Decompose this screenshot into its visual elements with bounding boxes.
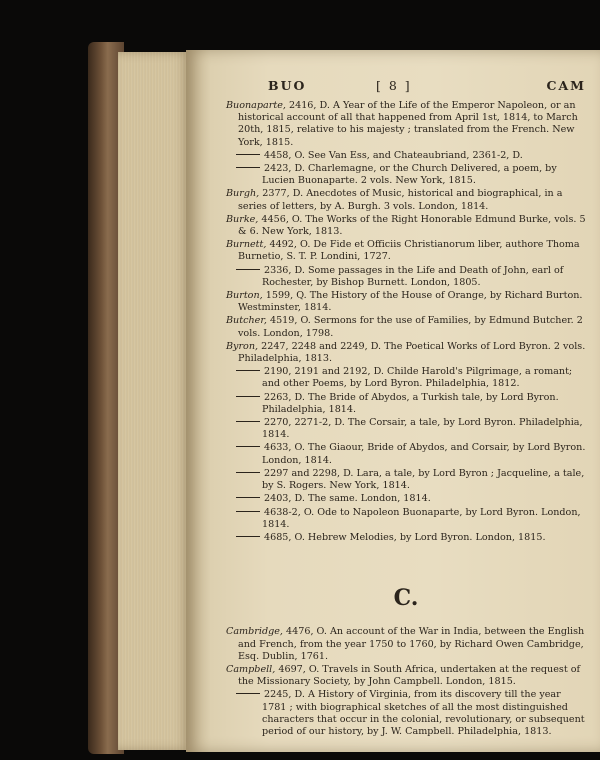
entry-text: 2247, 2248 and 2249, D. The Poetical Works of Lord Byron. 2 vols. Philadelphia, 1813. <box>238 340 586 365</box>
entry-text: 2245, D. A History of Virginia, from its discovery till the year 1781 ; with biographical sketches of all the most distinguished characters that occur in the colonial, revolutionary, or subsequent period of our history, by J. W. Campbell. Philadelphia, 1813. <box>262 689 585 737</box>
catalog-entry <box>226 163 586 187</box>
entry-text: 2336, D. Some passages in the Life and Death of John, earl of Rochester, by Bishop Burnett. London, 1805. <box>262 264 564 288</box>
entry-text: 4492, O. De Fide et Officiis Christianorum liber, authore Thoma Burnetio, S. T. P. Londini, 1727. <box>238 239 580 263</box>
entry-author: Burton, <box>226 290 263 302</box>
entry-text: 2297 and 2298, D. Lara, a tale, by Lord Byron ; Jacqueline, a tale, by S. Rogers. New York, 1814. <box>262 467 585 492</box>
page-number: [ 8 ] <box>376 78 412 93</box>
ditto-dash <box>236 536 260 537</box>
ditto-dash <box>236 396 260 397</box>
catalog-entry <box>226 689 586 738</box>
catalog-entry <box>226 188 586 212</box>
entry-text: 2377, D. Anecdotes of Music, historical and biographical, in a series of letters, by A. Burgh. 3 vols. London, 1814. <box>238 188 563 212</box>
ditto-dash <box>236 269 260 270</box>
entry-text: 4633, O. The Giaour, Bride of Abydos, and Corsair, by Lord Byron. London, 1814. <box>262 442 586 466</box>
book-page <box>186 50 600 752</box>
page-edges <box>118 52 190 750</box>
catalog-entry <box>226 341 586 365</box>
entry-author: Campbell, <box>226 663 276 675</box>
catalog-entry <box>226 417 586 441</box>
entry-text: 2416, D. A Year of the Life of the Emperor Napoleon, or an historical account of all that happened from April 1st, 1814, to March 20th, 1815, relative to his majesty ; translated from the French. New York, 1815. <box>238 100 578 148</box>
catalog-entry <box>226 315 586 339</box>
entry-text: 2403, D. The same. London, 1814. <box>264 493 431 505</box>
catalog-entry <box>226 150 586 162</box>
ditto-dash <box>236 154 260 155</box>
section-letter: C. <box>393 585 419 612</box>
ditto-dash <box>236 446 260 447</box>
running-header <box>226 80 586 100</box>
entry-text: 2263, D. The Bride of Abydos, a Turkish tale, by Lord Byron. Philadelphia, 1814. <box>262 391 559 415</box>
entry-text: 4685, O. Hebrew Melodies, by Lord Byron. London, 1815. <box>264 531 546 543</box>
entry-text: 4458, O. See Van Ess, and Chateaubriand, 2361-2, D. <box>264 149 523 161</box>
entries-list <box>226 100 586 544</box>
entry-author: Butcher, <box>226 315 267 327</box>
entry-text: 2423, D. Charlemagne, or the Church Delivered, a poem, by Lucien Buonaparte. 2 vols. New York, 1815. <box>262 163 557 187</box>
catalog-entry <box>226 100 586 149</box>
ditto-dash <box>236 370 260 371</box>
catalog-entry <box>226 507 586 531</box>
entry-text: 1599, Q. The History of the House of Orange, by Richard Burton. Westminster, 1814. <box>238 290 583 314</box>
entry-author: Byron, <box>226 340 259 352</box>
ditto-dash <box>236 167 260 168</box>
entry-text: 4456, O. The Works of the Right Honorable Edmund Burke, vols. 5 & 6. New York, 1813. <box>238 213 586 238</box>
catalog-entry <box>226 290 586 314</box>
entry-text: 4476, O. An account of the War in India, between the English and French, from the year 1750 to 1760, by Richard Owen Cambridge, Esq. Dublin, 1761. <box>238 626 585 662</box>
catalog-entry <box>226 392 586 416</box>
ditto-dash <box>236 497 260 498</box>
catalog-entry <box>226 664 586 688</box>
entry-author: Burke, <box>226 213 259 225</box>
entry-author: Cambridge, <box>226 626 283 638</box>
entry-author: Buonaparte, <box>226 100 286 111</box>
ditto-dash <box>236 511 260 512</box>
header-right: CAM <box>546 78 586 93</box>
catalog-entry <box>226 626 586 663</box>
header-left: BUO <box>268 78 307 93</box>
catalog-entry <box>226 532 586 544</box>
entry-author: Burgh, <box>226 188 260 200</box>
catalog-entry <box>226 214 586 238</box>
catalog-entry <box>226 468 586 492</box>
page-content <box>226 80 586 739</box>
ditto-dash <box>236 693 260 694</box>
entry-text: 4638-2, O. Ode to Napoleon Buonaparte, by Lord Byron. London, 1814. <box>262 506 581 530</box>
catalog-entry <box>226 442 586 466</box>
ditto-dash <box>236 472 260 473</box>
entry-text: 4519, O. Sermons for the use of Families, by Edmund Butcher. 2 vols. London, 1798. <box>238 315 583 339</box>
entry-author: Burnett, <box>226 239 267 251</box>
entry-text: 4697, O. Travels in South Africa, undertaken at the request of the Missionary Society, by John Campbell. London, 1815. <box>238 663 581 688</box>
catalog-entry <box>226 493 586 505</box>
ditto-dash <box>236 421 260 422</box>
entries-list-c <box>226 626 586 738</box>
entry-text: 2190, 2191 and 2192, D. Childe Harold's Pilgrimage, a romant; and other Poems, by Lord Byron. Philadelphia, 1812. <box>262 366 573 390</box>
catalog-entry <box>226 366 586 390</box>
catalog-entry <box>226 265 586 289</box>
catalog-entry <box>226 239 586 263</box>
entry-text: 2270, 2271-2, D. The Corsair, a tale, by Lord Byron. Philadelphia, 1814. <box>262 417 583 441</box>
